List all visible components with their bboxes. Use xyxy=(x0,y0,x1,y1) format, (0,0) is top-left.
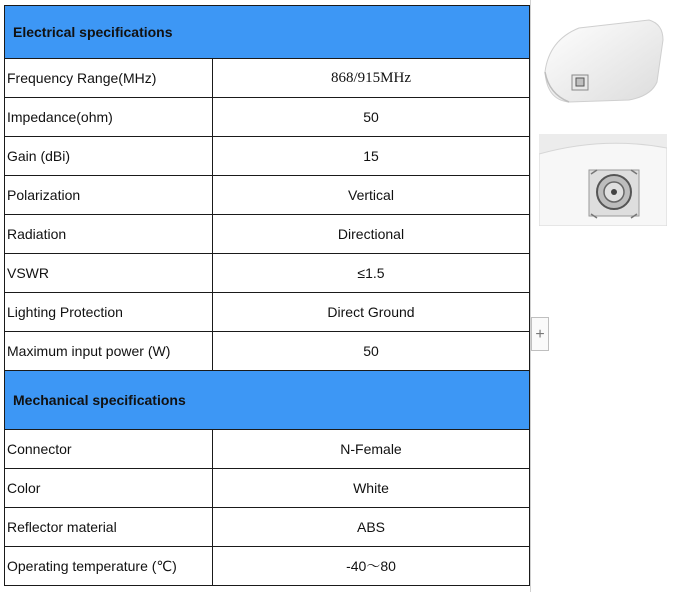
spec-value: Vertical xyxy=(213,176,530,215)
spec-value: 50 xyxy=(213,98,530,137)
spec-value: 50 xyxy=(213,332,530,371)
table-row xyxy=(5,332,530,371)
specifications-table xyxy=(4,5,530,586)
spec-label: Reflector material xyxy=(5,508,213,547)
table-row xyxy=(5,254,530,293)
column-divider xyxy=(530,0,531,592)
spec-value: Direct Ground xyxy=(213,293,530,332)
table-row xyxy=(5,508,530,547)
table-row xyxy=(5,469,530,508)
section-header-electrical xyxy=(5,6,530,59)
spec-label: Lighting Protection xyxy=(5,293,213,332)
spec-label: VSWR xyxy=(5,254,213,293)
spec-label: Polarization xyxy=(5,176,213,215)
table-row xyxy=(5,98,530,137)
product-image-connector[interactable] xyxy=(539,134,667,226)
section-title-electrical: Electrical specifications xyxy=(5,6,530,59)
spec-label: Operating temperature (℃) xyxy=(5,547,213,586)
spec-value: 15 xyxy=(213,137,530,176)
spec-label: Frequency Range(MHz) xyxy=(5,59,213,98)
spec-value: 868/915MHz xyxy=(213,59,530,98)
spec-label: Radiation xyxy=(5,215,213,254)
spec-label: Connector xyxy=(5,430,213,469)
table-row xyxy=(5,215,530,254)
section-header-mechanical xyxy=(5,371,530,430)
expand-button[interactable]: + xyxy=(531,317,549,351)
spec-label: Gain (dBi) xyxy=(5,137,213,176)
spec-label: Color xyxy=(5,469,213,508)
product-image-antenna[interactable] xyxy=(539,10,667,110)
table-row xyxy=(5,293,530,332)
spec-value: Directional xyxy=(213,215,530,254)
spec-label: Maximum input power (W) xyxy=(5,332,213,371)
spec-value: N-Female xyxy=(213,430,530,469)
spec-label: Impedance(ohm) xyxy=(5,98,213,137)
spec-value: -40～80 xyxy=(213,547,530,586)
table-row xyxy=(5,137,530,176)
table-row xyxy=(5,547,530,586)
table-row xyxy=(5,59,530,98)
spec-value: ≤1.5 xyxy=(213,254,530,293)
table-row xyxy=(5,430,530,469)
spec-value: White xyxy=(213,469,530,508)
spec-value: ABS xyxy=(213,508,530,547)
table-row xyxy=(5,176,530,215)
section-title-mechanical: Mechanical specifications xyxy=(5,371,530,430)
